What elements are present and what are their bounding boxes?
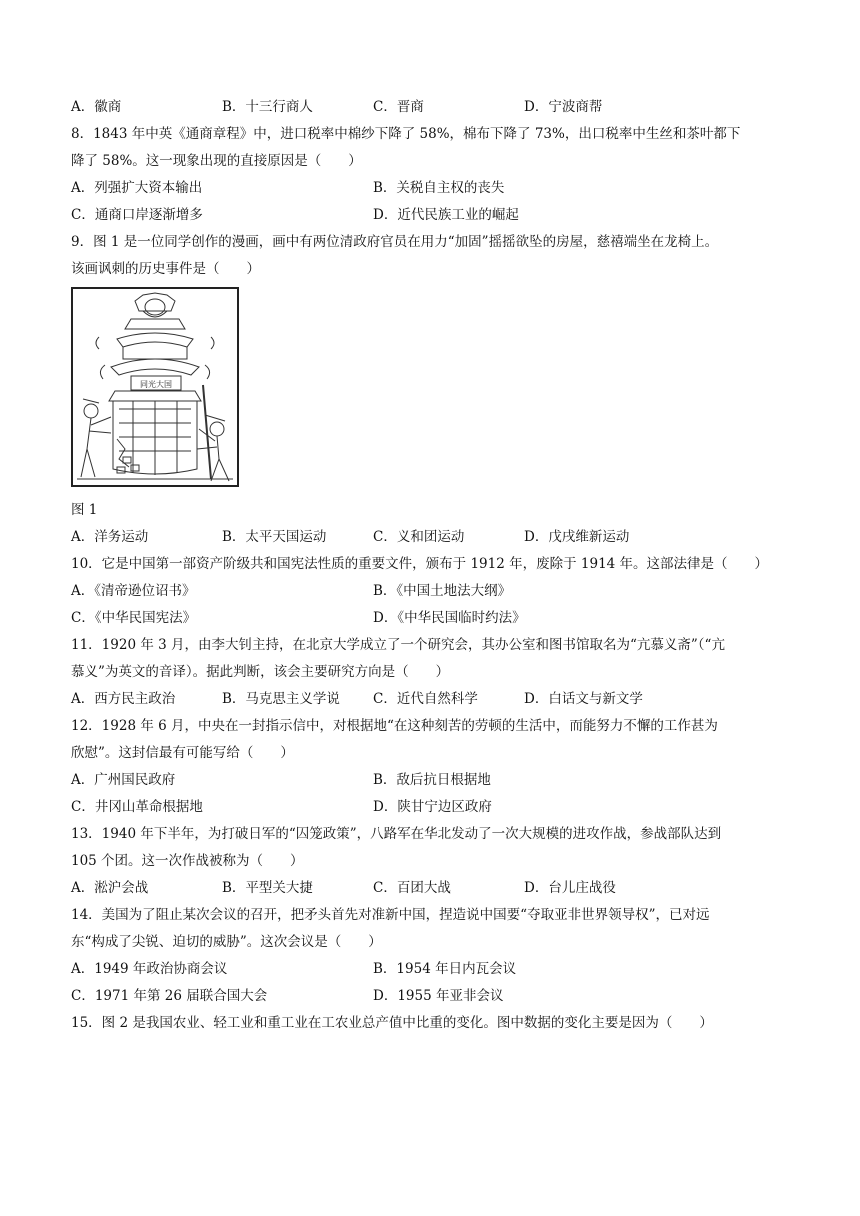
q13-option-a[interactable]: A．淞沪会战: [71, 880, 149, 896]
q9-stem-line1: 9．图 1 是一位同学创作的漫画，画中有两位清政府官员在用力“加固”摇摇欲坠的房屋，慈禧端坐在龙椅上。: [71, 234, 719, 250]
q10-option-b[interactable]: B．《中国土地法大纲》: [373, 583, 512, 599]
q11-options: [71, 686, 793, 713]
q8-stem-line2: 降了 58%。这一现象出现的直接原因是（ ）: [71, 153, 362, 169]
q9-option-a[interactable]: A．洋务运动: [71, 529, 149, 545]
q13-option-b[interactable]: B．平型关大捷: [222, 880, 313, 896]
q11-option-b[interactable]: B．马克思主义学说: [222, 691, 340, 707]
q7-option-b[interactable]: B．十三行商人: [222, 99, 313, 115]
q11-option-c[interactable]: C．近代自然科学: [373, 691, 478, 707]
q11-option-d[interactable]: D．白话文与新文学: [524, 691, 643, 707]
q13-stem-line1: 13．1940 年下半年，为打破日军的“囚笼政策”，八路军在华北发动了一次大规模的进攻作战，参战部队达到: [71, 826, 722, 842]
q12-option-c[interactable]: C．井冈山革命根据地: [71, 799, 203, 815]
q13-option-c[interactable]: C．百团大战: [373, 880, 451, 896]
q7-options: [71, 94, 793, 121]
q9-stem-line2: 该画讽刺的历史事件是（ ）: [71, 261, 260, 277]
q8-options-row1: [71, 175, 793, 202]
q10-options-row2: [71, 605, 793, 632]
q9-option-c[interactable]: C．义和团运动: [373, 529, 465, 545]
q14-options-row2: [71, 983, 793, 1010]
q14-option-c[interactable]: C．1971 年第 26 届联合国大会: [71, 988, 268, 1004]
q10-options-row1: [71, 578, 793, 605]
cartoon-illustration: [73, 289, 237, 485]
q13-stem-line2: 105 个团。这一次作战被称为（ ）: [71, 853, 304, 869]
figure-1-caption: 图 1: [71, 502, 98, 518]
q14-options-row1: [71, 956, 793, 983]
q8-option-d[interactable]: D．近代民族工业的崛起: [373, 207, 519, 223]
q11-option-a[interactable]: A．西方民主政治: [71, 691, 176, 707]
figure-1-cartoon: [71, 287, 239, 487]
q14-option-d[interactable]: D．1955 年亚非会议: [373, 988, 504, 1004]
q8-option-b[interactable]: B．关税自主权的丧失: [373, 180, 505, 196]
exam-page: [71, 94, 793, 1037]
q9-option-d[interactable]: D．戊戌维新运动: [524, 529, 630, 545]
q14-option-a[interactable]: A．1949 年政治协商会议: [71, 961, 228, 977]
q12-options-row2: [71, 794, 793, 821]
q12-stem-line1: 12．1928 年 6 月，中央在一封指示信中，对根据地“在这种刻苦的劳顿的生活中，而能努力不懈的工作甚为: [71, 718, 718, 734]
q10-option-a[interactable]: A．《清帝逊位诏书》: [71, 583, 196, 599]
q15-stem-line1: 15．图 2 是我国农业、轻工业和重工业在工农业总产值中比重的变化。图中数据的变化主要是因为（ ）: [71, 1015, 713, 1031]
q7-option-d[interactable]: D．宁波商帮: [524, 99, 603, 115]
q12-option-b[interactable]: B．敌后抗日根据地: [373, 772, 491, 788]
q9-option-b[interactable]: B．太平天国运动: [222, 529, 327, 545]
q7-option-c[interactable]: C．晋商: [373, 99, 424, 115]
q14-option-b[interactable]: B．1954 年日内瓦会议: [373, 961, 517, 977]
q10-option-d[interactable]: D．《中华民国临时约法》: [373, 610, 526, 626]
q8-option-a[interactable]: A．列强扩大资本输出: [71, 180, 203, 196]
q8-options-row2: [71, 202, 793, 229]
q10-stem-line1: 10．它是中国第一部资产阶级共和国宪法性质的重要文件，颁布于 1912 年，废除于 1914 年。这部法律是（ ）: [71, 556, 769, 572]
figure-sign-text: 同光大国: [140, 380, 172, 389]
q7-option-a[interactable]: A．徽商: [71, 99, 122, 115]
q12-options-row1: [71, 767, 793, 794]
q10-option-c[interactable]: C．《中华民国宪法》: [71, 610, 197, 626]
q14-stem-line1: 14．美国为了阻止某次会议的召开，把矛头首先对准新中国，捏造说中国要“夺取亚非世界领导权”，已对远: [71, 907, 710, 923]
q11-stem-line1: 11．1920 年 3 月，由李大钊主持，在北京大学成立了一个研究会，其办公室和图书馆取名为“亢慕义斋”（“亢: [71, 637, 725, 653]
q14-stem-line2: 东“构成了尖锐、迫切的威胁”。这次会议是（ ）: [71, 934, 382, 950]
q11-stem-line2: 慕义”为英文的音译）。据此判断，该会主要研究方向是（ ）: [71, 664, 450, 680]
q12-option-a[interactable]: A．广州国民政府: [71, 772, 176, 788]
q8-option-c[interactable]: C．通商口岸逐渐增多: [71, 207, 203, 223]
q8-stem-line1: 8．1843 年中英《通商章程》中，进口税率中棉纱下降了 58%，棉布下降了 73%，出口税率中生丝和茶叶都下: [71, 126, 741, 142]
q13-option-d[interactable]: D．台儿庄战役: [524, 880, 616, 896]
q12-option-d[interactable]: D．陕甘宁边区政府: [373, 799, 492, 815]
q9-options: [71, 524, 793, 551]
q13-options: [71, 875, 793, 902]
q12-stem-line2: 欣慰”。这封信最有可能写给（ ）: [71, 745, 294, 761]
